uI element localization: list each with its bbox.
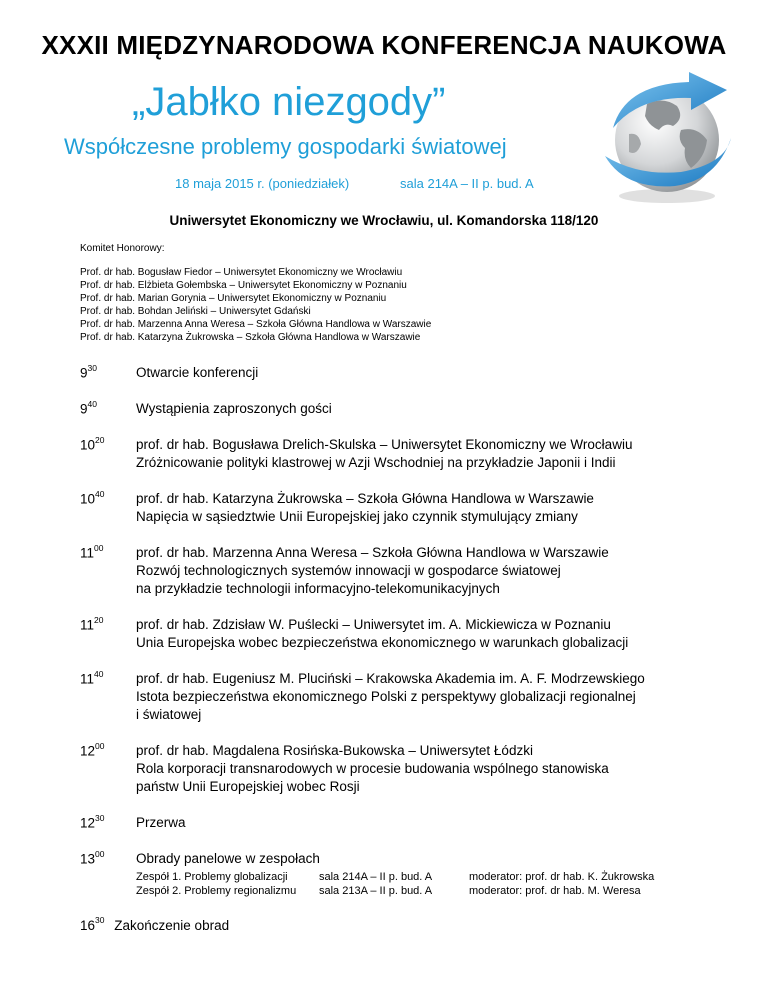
committee-label: Komitet Honorowy: (80, 243, 165, 254)
closing-time: $16^{30}$ (80, 915, 105, 933)
panel-sessions (136, 870, 740, 898)
conference-title: „Jabłko niezgody” (132, 80, 446, 124)
item-content: Przerwa (136, 815, 186, 830)
committee-member: Prof. dr hab. Marzenna Anna Weresa – Szkoła Główna Handlowa w Warszawie (80, 319, 432, 330)
item-time: $9^{40}$ (80, 399, 97, 417)
item-content: prof. dr hab. Zdzisław W. Puślecki – Uniwersytet im. A. Mickiewicza w Poznaniu Unia Europejska wobec bezpieczeństwa ekonomicznego w warunkach globalizacji (136, 617, 629, 650)
program-item (80, 400, 740, 418)
panel-room: sala 213A – II p. bud. A (319, 885, 433, 897)
committee-member: Prof. dr hab. Katarzyna Żukrowska – Szkoła Główna Handlowa w Warszawie (80, 332, 421, 343)
committee-list (80, 266, 431, 344)
program-item (80, 850, 740, 898)
item-content: Otwarcie konferencji (136, 365, 259, 380)
conference-room: sala 214A – II p. bud. A (400, 176, 534, 191)
globe-arrow-icon (585, 68, 745, 208)
program-item (80, 490, 740, 526)
item-time: $11^{20}$ (80, 615, 104, 633)
item-content: prof. dr hab. Katarzyna Żukrowska – Szkoła Główna Handlowa w Warszawie Napięcia w sąsiedztwie Unii Europejskiej jako czynnik stymulujący zmiany (136, 491, 594, 524)
committee-member: Prof. dr hab. Bohdan Jeliński – Uniwersytet Gdański (80, 306, 311, 317)
item-time: $10^{40}$ (80, 489, 105, 507)
item-content: prof. dr hab. Bogusława Drelich-Skulska – Uniwersytet Ekonomiczny we Wrocławiu Zróżnicowanie polityki klastrowej w Azji Wschodniej na przykładzie Japonii i Indii (136, 437, 633, 470)
item-content: prof. dr hab. Eugeniusz M. Pluciński – Krakowska Akademia im. A. F. Modrzewskiego Istota bezpieczeństwa ekonomicznego Polski z perspektywy globalizacji regionalnej i światowej (136, 671, 645, 722)
panel-moderator: moderator: prof. dr hab. M. Weresa (469, 885, 641, 897)
program-item (80, 544, 740, 598)
panel-row (136, 884, 740, 898)
item-content: Wystąpienia zaproszonych gości (136, 401, 332, 416)
conference-date: 18 maja 2015 r. (poniedziałek) (175, 176, 350, 191)
program-item (80, 616, 740, 652)
panel-room: sala 214A – II p. bud. A (319, 871, 433, 883)
conference-subtitle: Współczesne problemy gospodarki światowej (64, 134, 507, 159)
item-content: prof. dr hab. Magdalena Rosińska-Bukowska – Uniwersytet Łódzki Rola korporacji transnarodowych w procesie budowania wspólnego stanowiska państw Unii Europejskiej wobec Rosji (136, 743, 609, 794)
panel-team: Zespół 2. Problemy regionalizmu (136, 885, 297, 897)
program-item (80, 814, 740, 832)
closing-item (80, 916, 740, 933)
item-content: prof. dr hab. Marzenna Anna Weresa – Szkoła Główna Handlowa w Warszawie Rozwój technologicznych systemów innowacji w gospodarce światowej na przykładzie technologii informacyjno-telekomunikacyjnych (136, 545, 609, 596)
program-item (80, 742, 740, 796)
panel-row (136, 870, 740, 884)
page-title: XXXII MIĘDZYNARODOWA KONFERENCJA NAUKOWA (41, 30, 727, 60)
committee-member: Prof. dr hab. Elżbieta Gołembska – Uniwersytet Ekonomiczny w Poznaniu (80, 280, 407, 291)
program-item (80, 670, 740, 724)
item-time: $12^{30}$ (80, 813, 105, 831)
item-content: Obrady panelowe w zespołach Zespół 1. Problemy globalizacji sala 214A – II p. bud. A moderator: prof. dr hab. K. Żukrowska Zespół 2. Problemy regionalizmu sala 213A – II p. bud. A moderator: prof. dr hab. M. Weresa (136, 850, 740, 898)
item-time: $12^{00}$ (80, 741, 105, 759)
panel-moderator: moderator: prof. dr hab. K. Żukrowska (469, 871, 655, 883)
program-item (80, 364, 740, 382)
item-time: $9^{30}$ (80, 363, 97, 381)
committee-member: Prof. dr hab. Marian Gorynia – Uniwersytet Ekonomiczny w Poznaniu (80, 293, 387, 304)
panel-team: Zespół 1. Problemy globalizacji (136, 871, 288, 883)
item-time: $13^{00}$ (80, 849, 105, 867)
program-schedule (80, 364, 740, 933)
item-time: $10^{20}$ (80, 435, 105, 453)
program-item (80, 436, 740, 472)
item-time: $11^{00}$ (80, 543, 104, 561)
committee-member: Prof. dr hab. Bogusław Fiedor – Uniwersytet Ekonomiczny we Wrocławiu (80, 267, 403, 278)
closing-label: Zakończenie obrad (114, 917, 230, 933)
item-time: $11^{40}$ (80, 669, 104, 687)
university-address: Uniwersytet Ekonomiczny we Wrocławiu, ul. Komandorska 118/120 (169, 213, 599, 228)
